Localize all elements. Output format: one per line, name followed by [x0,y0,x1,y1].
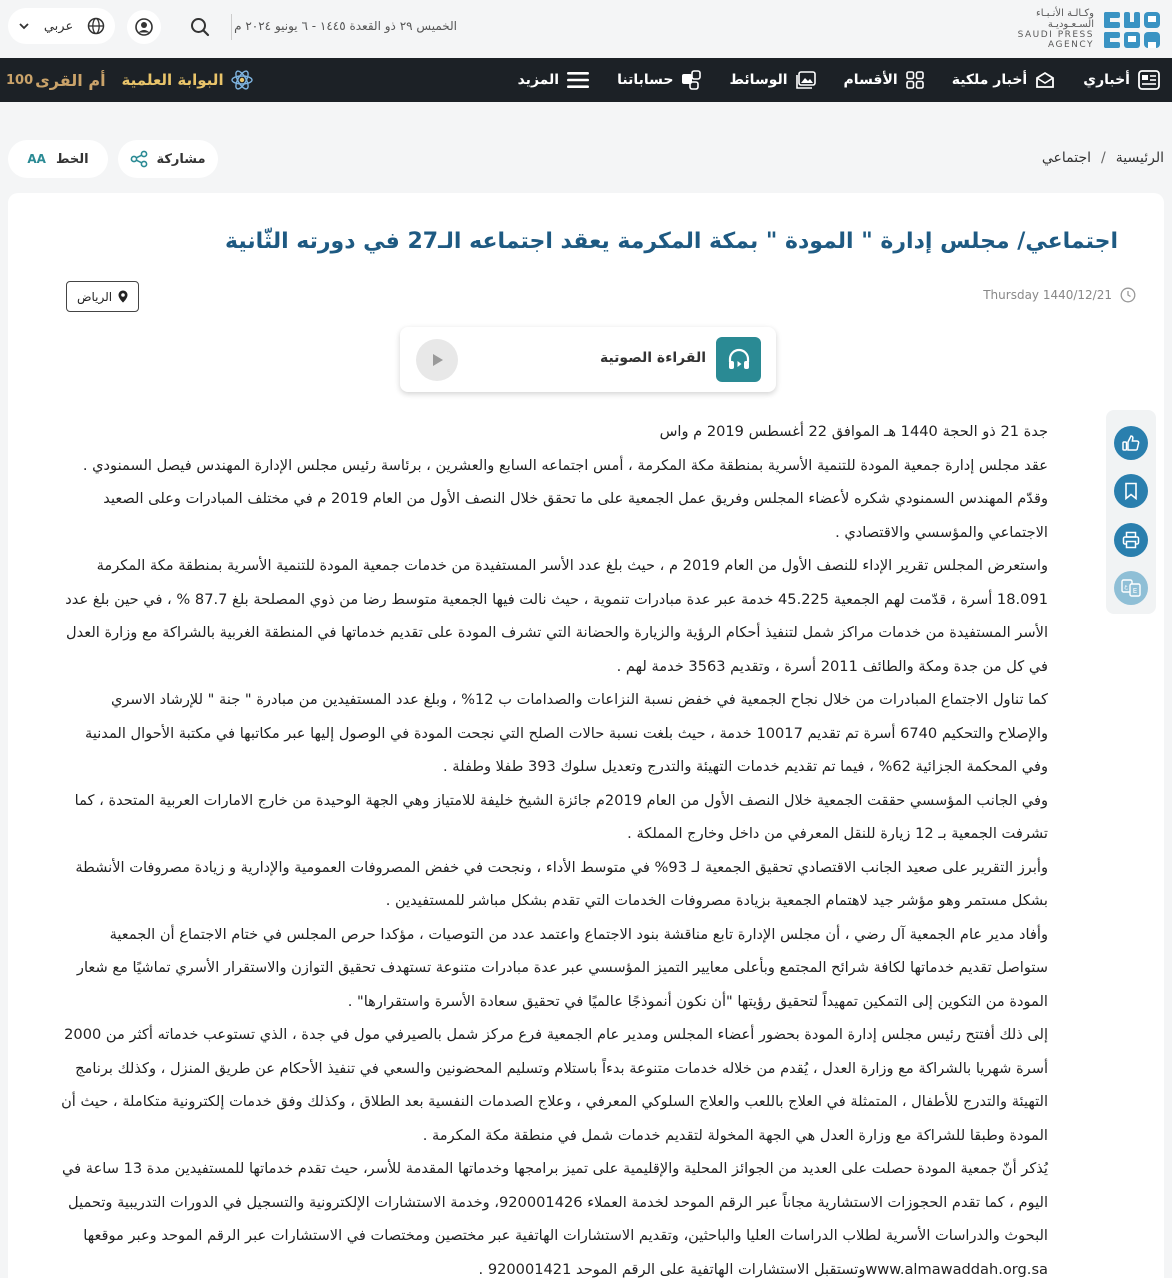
article-paragraph: جدة 21 ذو الحجة 1440 هـ الموافق 22 أغسطس 2019 م واس [659,423,1048,440]
play-icon [429,352,445,368]
article-paragraph: وفي الجانب المؤسسي حققت الجمعية خلال النصف الأول من العام 2019م جائزة الشيخ خليفة للامتياز وهي الجهة الوحيدة من خارج الامارات العربية المتحدة ، كما تشرفت الجمعية بـ 12 زيارة للنقل المعرفي من داخل وخارج المملكة . [74,791,1048,842]
menu-icon [567,71,589,89]
share-icon [130,150,148,168]
svg-text:E: E [1132,587,1138,595]
atom-icon [230,68,254,92]
nav-label: الأقسام [843,72,898,88]
font-size-icon: AA [27,152,46,166]
user-icon [135,18,153,36]
clock-icon [1120,287,1136,303]
headphones-icon [716,337,761,382]
breadcrumb [1042,150,1164,166]
breadcrumb-separator: / [1101,150,1106,166]
logo-arabic-text: وكـالـة الأنـبـاء السـعـوديـة [1036,8,1094,30]
print-icon [1122,531,1140,549]
article-paragraph: وأفاد مدير عام الجمعية آل رضي ، أن مجلس الإدارة تابع مناقشة بنود الاجتماع واعتمد عدد من التوصيات ، مؤكدا حرص المجلس في ختام الاجتماع أن الجمعية ستواصل تقديم خدماتها لكافة شرائح المجتمع وبأعلى معايير التميز المؤسسي عبر عدة مبادرات متنوعة تستهدف تحقيق التوازن والاستقرار الأسري تماشيًا مع شعار المودة من التكوين إلى التمكين تمهيداً لتحقيق رؤيتها "أن نكون أنموذجًا عالميًا في تحقيق سعادة الأسرة واستقرارها" . [76,925,1048,1010]
nav-label: أخباري [1083,72,1130,88]
spa-logo[interactable] [1006,6,1166,52]
translate-icon [1121,579,1141,597]
spa-logo-mark-icon [1102,8,1162,50]
article-paragraph: وقدّم المهندس السمنودي شكره لأعضاء المجلس وفريق عمل الجمعية على ما تحقق خلال النصف الأول من العام 2019 م في مختلف المبادرات وعلى الصعيد الاجتماعي والمؤسسي والاقتصادي . [103,490,1048,541]
accounts-icon [681,70,701,90]
article-paragraph: إلى ذلك أفتتح رئيس مجلس إدارة المودة بحضور أعضاء المجلس ومدير عام الجمعية فرع مركز شمل بالصيرفي مول في جدة ، الذي تستوعب خدماته أكثر من 2000 أسرة شهريا بالشراكة مع وزارة العدل ، يُقدم من خلاله خدمات متنوعة بدءاً باستلام وتسليم المحضونين والسعي في تنفيذ الأحكام عن طريق المنزل ، وكذلك برنامج التهيئة والتدرج للأطفال ، المتمثلة في العلاج باللعب والعلاج السلوكي المعرفي ، وعلاج الصدمات النفسية بعد الطلاق ، وكذلك وفق خدمات إلكترونية متكاملة ، حيث أن المودة وطبقا للشراكة مع وزارة العدل هي الجهة المخولة لتقديم خدمات شمل في منطقة مكة المكرمة . [61,1026,1048,1144]
article-tools [1106,410,1156,614]
science-portal-label: البوابة العلمية [121,71,224,89]
article-paragraph: وأبرز التقرير على صعيد الجانب الاقتصادي تحقيق الجمعية لـ 93% في متوسط الأداء ، ونجحت في خفض المصروفات العمومية والإدارية و زيادة مصروفات الأنشطة بشكل مستمر وهو مؤشر جيد لاهتمام الجمعية بزيادة مصروفات الخدمات التي تقدم بشكل مباشر للمستفيدين . [75,858,1048,909]
nav-item-my-news[interactable] [1083,70,1160,90]
nav-items [490,58,1160,102]
print-button[interactable] [1114,523,1148,557]
article-title: اجتماعي/ مجلس إدارة " المودة " بمكة المكرمة يعقد اجتماعه الـ27 في دورته الثّانية [225,229,1118,254]
language-label: عربي [43,18,74,34]
translate-button[interactable] [1114,571,1148,605]
font-size-button[interactable] [8,140,108,178]
article-paragraph: واستعرض المجلس تقرير الإداء للنصف الأول من العام 2019 م ، حيث بلغ عدد الأسر المستفيدة من خدمات جمعية المودة للتنمية الأسرية بمنطقة مكة المكرمة 18.091 أسرة ، قدّمت لهم الجمعية 45.225 خدمة عبر عدة مبادرات تنموية ، حيث نالت فيها الجمعية متوسط رضا من ذوي المصلحة بلغ 87.7 % ، في حين بلغ عدد الأسر المستفيدة من خدمات مراكز شمل لتنفيذ أحكام الرؤية والزيارة والحضانة التي تشرف المودة على تقديم خدماتها في المنطقة الغربية بالشراكة مع وزارة العدل في كل من جدة ومكة والطائف 2011 أسرة ، وتقديم 3563 خدمة لهم . [65,557,1048,675]
media-icon [796,71,816,89]
um-alqura-anniversary-mark: 100 [6,72,34,88]
bookmark-button[interactable] [1114,474,1148,508]
location-text: الرياض [77,289,113,304]
nav-label: الوسائط [729,72,788,88]
share-button[interactable] [118,140,218,178]
article-paragraph: كما تناول الاجتماع المبادرات من خلال نجاح الجمعية في خفض نسبة النزاعات والصدامات ب 12% ، وبلغ عدد المستفيدين من مبادرة " جنة " للإرشاد الاسري والإصلاح والتحكيم 6740 أسرة تم تقديم 10017 خدمة ، حيث بلغت نسبة حالات الصلح التي نجحت المودة في الوصول إليها عبر مكاتبها في مكتبة الأحوال المدنية وفي المحكمة الجزائية 62% ، فيما تم تقديم خدمات التهيئة والتدرج وتعديل سلوك 393 طفلا وطفلة . [85,691,1048,775]
breadcrumb-home[interactable]: الرئيسية [1115,150,1164,166]
language-selector[interactable] [8,8,115,44]
um-alqura-link[interactable] [6,71,106,90]
play-button[interactable] [416,339,458,381]
font-label: الخط [55,151,89,167]
audio-reader [400,327,776,392]
audio-label: القراءة الصوتية [599,350,706,366]
like-button[interactable] [1114,426,1148,460]
article-card [8,193,1164,1278]
nav-item-more[interactable] [518,71,590,89]
bookmark-icon [1123,482,1139,500]
science-portal-link[interactable] [122,68,254,92]
main-navbar [0,58,1172,102]
location-pin-icon [118,290,128,303]
article-body [58,415,1048,1278]
article-paragraph: عقد مجلس إدارة جمعية المودة للتنمية الأسرية بمنطقة مكة المكرمة ، أمس اجتماعه السابع والعشرين ، برئاسة رئيس مجلس الإدارة المهندس فيصل السمنودي . [82,456,1048,474]
search-icon [190,17,210,37]
news-icon [1138,70,1160,90]
chevron-down-icon [18,20,30,32]
royal-icon [1035,71,1055,89]
thumbs-up-icon [1122,434,1140,452]
nav-label: المزيد [517,72,560,88]
location-badge [66,281,139,312]
nav-label: حساباتنا [617,72,674,88]
nav-item-media[interactable] [729,71,815,89]
globe-icon [87,17,105,35]
nav-item-accounts[interactable] [617,70,701,90]
partner-links [6,64,254,96]
search-button[interactable] [183,10,217,44]
breadcrumb-section[interactable]: اجتماعي [1041,150,1092,166]
article-paragraph: يُذكر أنّ جمعية المودة حصلت على العديد من الجوائز المحلية والإقليمية على تميز برامجها وخدماتها المقدمة للأسر، حيث تقدم خدماتها للمستفيدين مدة 13 ساعة في اليوم ، كما تقدم الحجوزات الاستشارية مجاناً عبر الرقم الموحد لخدمة العملاء 920001426، وخدمة الاستشارات الإلكترونية والتسجيل في الدورات التدريبية وتحميل البحوث والدراسات الأسرية لطلاب الدراسات العليا والباحثين، وتقديم الاستشارات الهاتفية عبر مختصين ومختصات في الاستشارات عبر الرقم الموحد وعبر موقعها www.almawaddah.org.saوتستقبل الاستشارات الهاتفية على الرقم الموحد 920001421 . [61,1160,1048,1278]
svg-text:ع: ع [1124,583,1128,590]
nav-label: أخبار ملكية [951,72,1028,88]
header-date: الخميس ٢٩ ذو القعدة ١٤٤٥ - ٦ يونيو ٢٠٢٤ م [234,19,457,33]
nav-item-sections[interactable] [844,71,924,89]
top-bar [0,0,1172,58]
nav-item-royal-news[interactable] [952,71,1056,89]
um-alqura-label: أم القرى [35,70,106,90]
user-account-button[interactable] [127,10,161,44]
header-divider [231,14,232,40]
logo-english-text: SAUDI PRESS AGENCY [1017,30,1094,50]
article-date [983,287,1136,303]
article-date-text: Thursday 1440/12/21 [983,288,1112,302]
share-label: مشاركة [156,151,206,167]
grid-icon [906,71,924,89]
